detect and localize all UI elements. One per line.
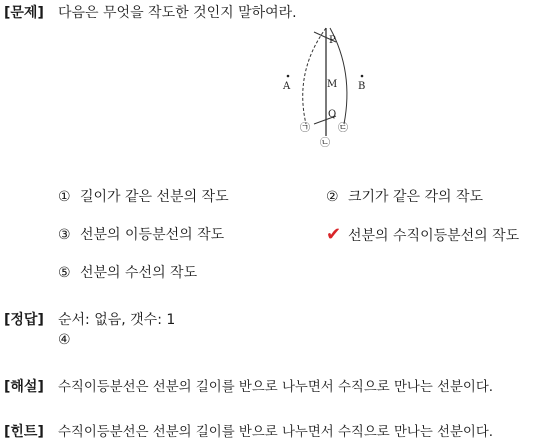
option-3[interactable] [58,224,224,244]
hint-tag: [힌트] [4,424,44,440]
answer-tag: [정답] [4,312,44,328]
mark-2: ㉡ [320,138,330,149]
option-5-text: 선분의 수선의 작도 [80,265,198,281]
option-1-number: ① [58,189,71,205]
label-a: A [283,81,291,92]
explanation-text: 수직이등분선은 선분의 길이를 반으로 나누면서 수직으로 만나는 선분이다. [58,380,494,395]
label-p: P [329,35,336,46]
label-q: Q [328,109,337,120]
question-tag: [문제] [4,5,44,21]
option-4[interactable] [326,224,519,245]
point-b [361,75,364,78]
question-text: 다음은 무엇을 작도한 것인지 말하여라. [58,5,297,21]
option-5-number: ⑤ [58,265,71,281]
label-m: M [327,79,338,90]
explanation-tag: [해설] [4,379,44,395]
option-2-text: 크기가 같은 각의 작도 [348,189,484,205]
option-2-number: ② [326,189,339,205]
option-3-text: 선분의 이등분선의 작도 [80,227,225,243]
hint-text: 수직이등분선은 선분의 길이를 반으로 나누면서 수직으로 만나는 선분이다. [58,425,494,440]
option-5[interactable] [58,262,197,282]
answer-meta: 순서: 없음, 갯수: 1 [58,312,176,328]
option-1-text: 길이가 같은 선분의 작도 [80,189,229,205]
label-b: B [358,81,366,92]
option-1[interactable] [58,186,229,206]
option-4-text: 선분의 수직이등분선의 작도 [348,228,520,244]
left-arc [303,28,326,124]
mark-1: ㉠ [300,123,310,134]
checkmark-icon: ✔ [326,224,342,245]
mark-3: ㉢ [338,123,348,134]
answer-value: ④ [58,332,71,348]
point-a [287,75,290,78]
construction-figure [270,24,390,152]
option-3-number: ③ [58,227,71,243]
option-2[interactable] [326,186,483,206]
